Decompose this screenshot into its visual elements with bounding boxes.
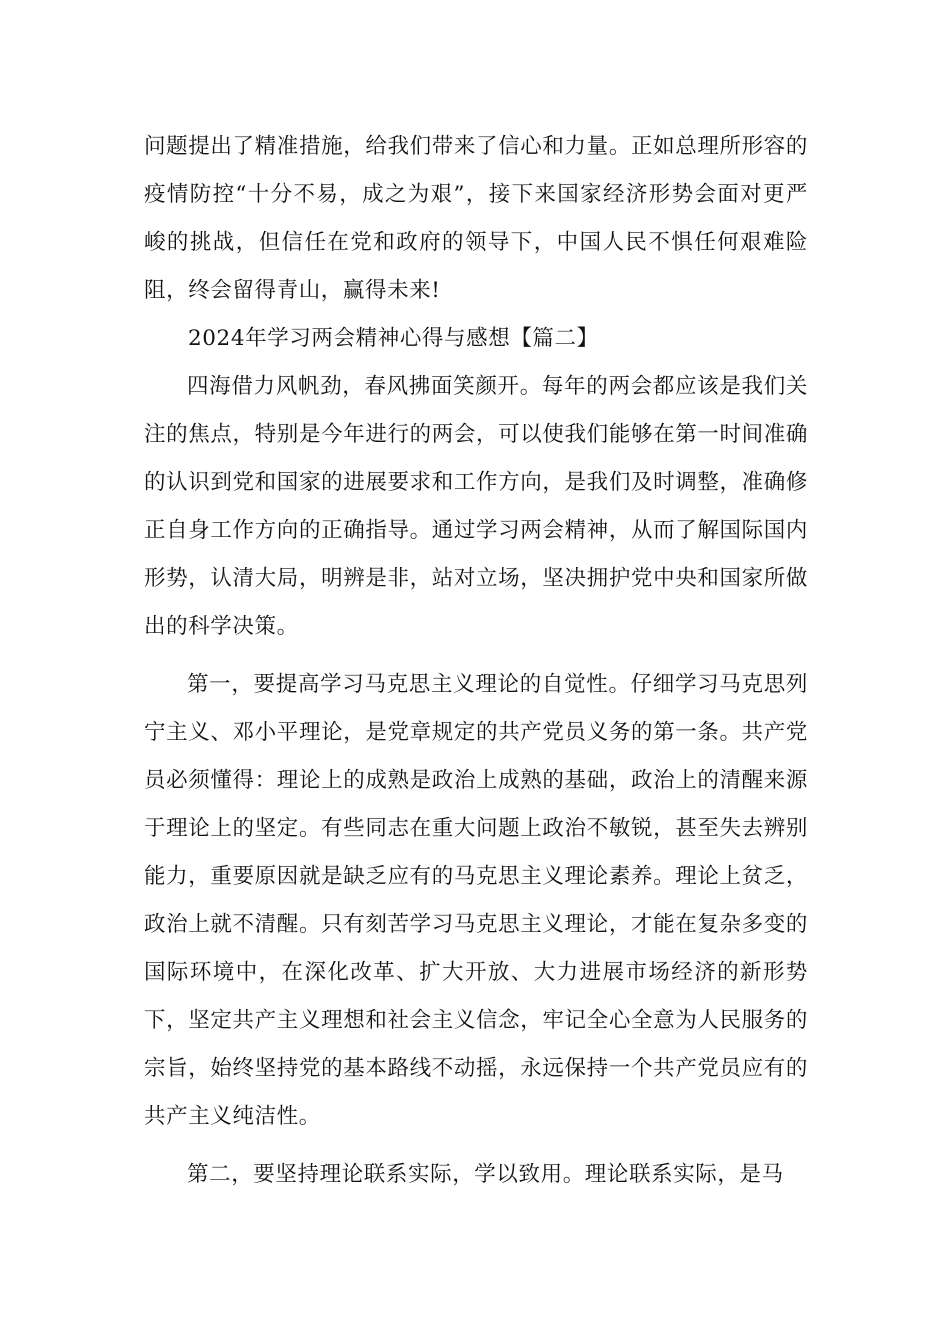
paragraph-second-point: 第二，要坚持理论联系实际，学以致用。理论联系实际，是马 bbox=[187, 1162, 784, 1187]
paragraph-first-point: 第一，要提高学习马克思主义理论的自觉性。仔细学习马克思列宁主义、邓小平理论，是党章规定的共产党员义务的第一条。共产党员必须懂得：理论上的成熟是政治上成熟的基础，政治上的清醒来源于理论上的坚定。有些同志在重大问题上政治不敏锐，甚至失去辨别能力，重要原因就是缺乏应有的马克思主义理论素养。理论上贫乏，政治上就不清醒。只有刻苦学习马克思主义理论，才能在复杂多变的国际环境中，在深化改革、扩大开放、大力进展市场经济的新形势下，坚定共产主义理想和社会主义信念，牢记全心全意为人民服务的宗旨，始终坚持党的基本路线不动摇，永远保持一个共产党员应有的共产主义纯洁性。 bbox=[144, 672, 808, 1129]
section-heading: 2024年学习两会精神心得与感想【篇二】 bbox=[188, 326, 599, 351]
paragraph-intro: 四海借力风帆劲，春风拂面笑颜开。每年的两会都应该是我们关注的焦点，特别是今年进行的两会，可以使我们能够在第一时间准确的认识到党和国家的进展要求和工作方向，是我们及时调整，准确修正自身工作方向的正确指导。通过学习两会精神，从而了解国际国内形势，认清大局，明辨是非，站对立场，坚决拥护党中央和国家所做出的科学决策。 bbox=[144, 374, 808, 639]
document-body bbox=[144, 123, 808, 1199]
paragraph-continuation: 问题提出了精准措施，给我们带来了信心和力量。正如总理所形容的疫情防控“十分不易，成之为艰”，接下来国家经济形势会面对更严峻的挑战，但信任在党和政府的领导下，中国人民不惧任何艰难险阻，终会留得青山，赢得未来! bbox=[144, 134, 808, 303]
